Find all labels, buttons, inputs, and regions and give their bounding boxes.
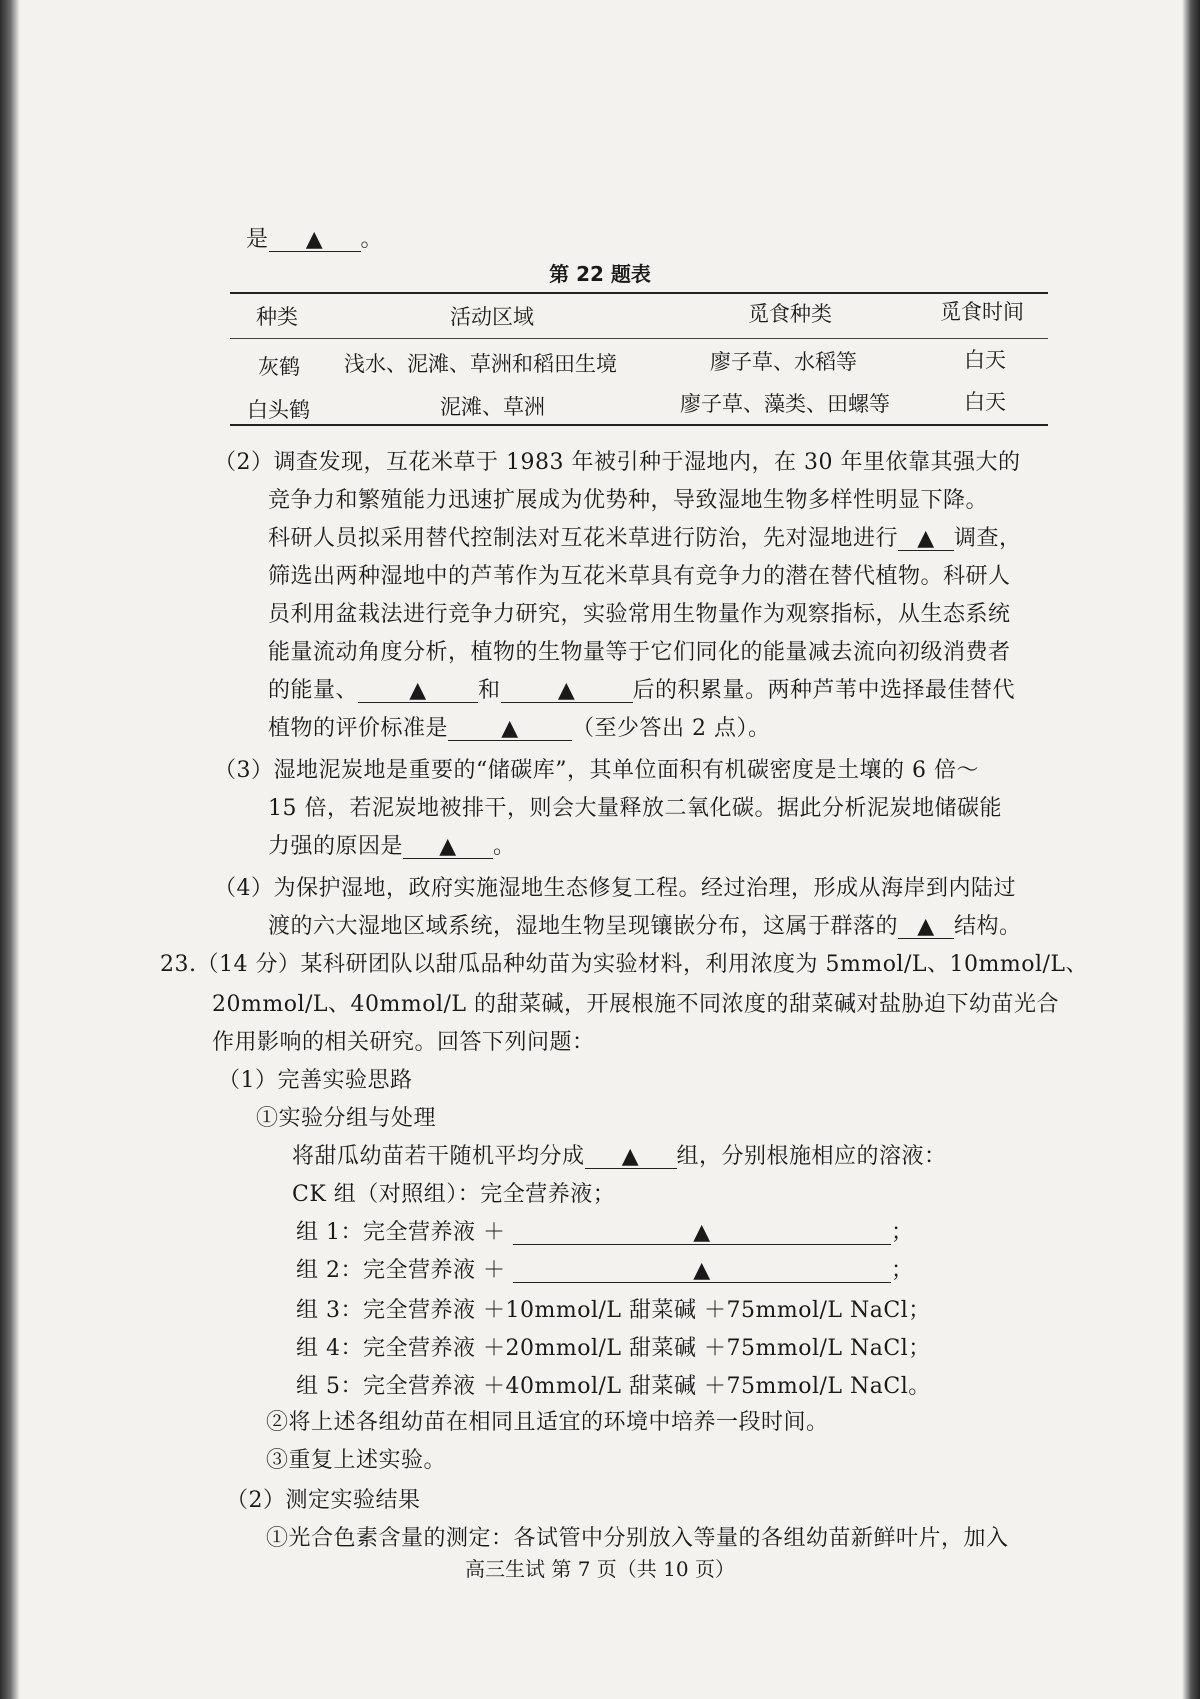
paragraph-line: 员利用盆栽法进行竞争力研究，实验常用生物量作为观察指标，从生态系统 — [268, 602, 1011, 627]
group-2: 组 2：完全营养液 ＋ ▲ ； — [296, 1258, 914, 1283]
sub-question: （2）测定实验结果 — [226, 1488, 421, 1513]
answer-blank: ▲ — [448, 714, 572, 741]
question-23-stem: 23.（14 分）某科研团队以甜瓜品种幼苗为实验材料，利用浓度为 5mmol/L、10mmol/L、 — [160, 952, 1089, 977]
table-bottom-rule — [230, 424, 1048, 426]
group-5: 组 5：完全营养液 ＋40mmol/L 甜菜碱 ＋75mmol/L NaCl。 — [296, 1374, 931, 1399]
group-ck: CK 组（对照组）：完全营养液； — [292, 1182, 616, 1207]
table-cell: 白天 — [964, 390, 1006, 414]
answer-blank: ▲ — [358, 676, 478, 703]
page-footer: 高三生试 第 7 页（共 10 页） — [465, 1557, 735, 1581]
step-heading: ①实验分组与处理 — [256, 1106, 437, 1131]
paragraph-line: 筛选出两种湿地中的芦苇作为互花米草具有竞争力的潜在替代植物。科研人 — [268, 564, 1011, 589]
table-cell: 泥滩、草洲 — [440, 395, 545, 419]
paragraph-line: 的能量、 ▲ 和 ▲ 后的积累量。两种芦苇中选择最佳替代 — [268, 678, 1016, 703]
paragraph-line: 科研人员拟采用替代控制法对互花米草进行防治，先对湿地进行 ▲ 调查， — [268, 526, 1022, 551]
paragraph-line: 能量流动角度分析，植物的生物量等于它们同化的能量减去流向初级消费者 — [268, 640, 1011, 665]
table-cell: 白头鹤 — [247, 398, 310, 422]
table-cell: 白天 — [964, 348, 1006, 372]
paragraph-line: 力强的原因是 ▲ 。 — [268, 834, 516, 859]
paragraph-line: 植物的评价标准是 ▲ （至少答出 2 点）。 — [268, 716, 771, 741]
table-header-area: 活动区域 — [450, 305, 534, 329]
answer-blank: ▲ — [585, 1142, 677, 1169]
answer-blank: ▲ — [898, 524, 954, 551]
continuation-line: 是 ▲ 。 — [246, 227, 384, 252]
table-cell: 廖子草、藻类、田螺等 — [680, 392, 890, 416]
group-1: 组 1：完全营养液 ＋ ▲ ； — [296, 1220, 914, 1245]
paragraph-line: ①光合色素含量的测定：各试管中分别放入等量的各组幼苗新鲜叶片，加入 — [266, 1526, 1009, 1551]
table-title: 第 22 题表 — [549, 262, 651, 286]
paragraph-line: 竞争力和繁殖能力迅速扩展成为优势种，导致湿地生物多样性明显下降。 — [268, 488, 989, 513]
table-header-food: 觅食种类 — [748, 302, 832, 326]
answer-blank: ▲ — [513, 1256, 891, 1283]
step-3: ③重复上述实验。 — [266, 1448, 447, 1473]
sub-question: （1）完善实验思路 — [218, 1068, 413, 1093]
paragraph-line: 将甜瓜幼苗若干随机平均分成 ▲ 组，分别根施相应的溶液： — [292, 1144, 947, 1169]
table-cell: 浅水、泥滩、草洲和稻田生境 — [344, 352, 617, 376]
answer-blank: ▲ — [501, 676, 633, 703]
paragraph-line: 15 倍，若泥炭地被排干，则会大量释放二氧化碳。据此分析泥炭地储碳能 — [268, 796, 1002, 821]
paragraph-line: （3）湿地泥炭地是重要的“储碳库”，其单位面积有机碳密度是土壤的 6 倍～ — [214, 758, 979, 783]
group-4: 组 4：完全营养液 ＋20mmol/L 甜菜碱 ＋75mmol/L NaCl； — [296, 1336, 931, 1361]
table-cell: 廖子草、水稻等 — [710, 350, 857, 374]
table-top-rule — [230, 292, 1048, 294]
paragraph-line: 20mmol/L、40mmol/L 的甜菜碱，开展根施不同浓度的甜菜碱对盐胁迫下幼苗光合 — [212, 992, 1060, 1017]
table-header-rule — [230, 338, 1048, 339]
table-cell: 灰鹤 — [258, 355, 300, 379]
paragraph-line: 渡的六大湿地区域系统，湿地生物呈现镶嵌分布，这属于群落的 ▲ 结构。 — [268, 914, 1022, 939]
paragraph-line: 作用影响的相关研究。回答下列问题： — [212, 1030, 595, 1055]
step-2: ②将上述各组幼苗在相同且适宜的环境中培养一段时间。 — [266, 1410, 829, 1435]
table-header-time: 觅食时间 — [940, 300, 1024, 324]
paragraph-line: （2）调查发现，互花米草于 1983 年被引种于湿地内，在 30 年里依靠其强大的 — [214, 450, 1021, 475]
answer-blank: ▲ — [403, 832, 493, 859]
table-header-species: 种类 — [256, 305, 298, 329]
group-3: 组 3：完全营养液 ＋10mmol/L 甜菜碱 ＋75mmol/L NaCl； — [296, 1298, 931, 1323]
answer-blank: ▲ — [513, 1218, 891, 1245]
answer-blank: ▲ — [898, 912, 954, 939]
paragraph-line: （4）为保护湿地，政府实施湿地生态修复工程。经过治理，形成从海岸到内陆过 — [214, 876, 1016, 901]
answer-blank: ▲ — [269, 225, 361, 252]
